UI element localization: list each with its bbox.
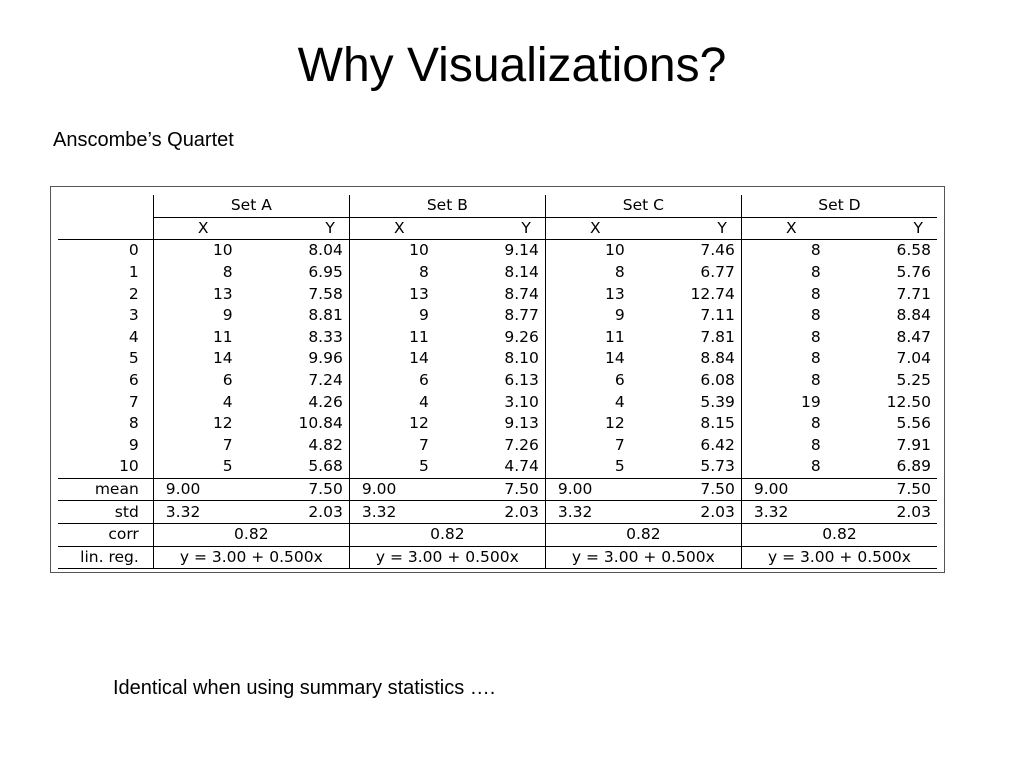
y-value: 7.81 bbox=[631, 327, 742, 349]
mean-y-value: 7.50 bbox=[239, 478, 350, 501]
linreg-label: lin. reg. bbox=[58, 546, 153, 569]
x-value: 10 bbox=[349, 240, 435, 262]
y-value: 6.77 bbox=[631, 262, 742, 284]
x-value: 11 bbox=[605, 327, 625, 346]
mean-x-value: 9.00 bbox=[545, 478, 630, 501]
x-value: 8 bbox=[810, 371, 821, 390]
x-value: 12 bbox=[605, 414, 625, 433]
anscombe-table-image bbox=[50, 186, 945, 573]
y-value: 9.14 bbox=[435, 240, 546, 262]
table-row bbox=[58, 348, 937, 370]
y-value: 4.82 bbox=[239, 435, 350, 457]
y-value: 7.24 bbox=[239, 370, 350, 392]
x-value: 14 bbox=[605, 349, 625, 368]
set-c-header: Set C bbox=[545, 195, 741, 217]
x-value: 13 bbox=[605, 284, 625, 303]
table-row bbox=[58, 327, 937, 349]
x-value: 14 bbox=[409, 349, 429, 368]
mean-y-value: 7.50 bbox=[435, 478, 546, 501]
y-value: 5.76 bbox=[896, 263, 931, 282]
corr-label: corr bbox=[58, 523, 153, 546]
x-header: X bbox=[786, 218, 797, 237]
x-value: 7 bbox=[418, 435, 429, 454]
x-value: 8 bbox=[810, 349, 821, 368]
y-value: 5.39 bbox=[631, 391, 742, 413]
x-value: 9 bbox=[614, 306, 625, 325]
row-index: 10 bbox=[58, 456, 153, 478]
mean-x-value: 9.00 bbox=[349, 478, 435, 501]
std-row bbox=[58, 501, 937, 524]
y-header: Y bbox=[913, 218, 923, 237]
slide-title: Why Visualizations? bbox=[297, 39, 727, 92]
x-value: 6 bbox=[418, 371, 429, 390]
corr-value: 0.82 bbox=[153, 523, 349, 546]
y-header: Y bbox=[239, 217, 350, 240]
std-x-value: 3.32 bbox=[349, 501, 435, 524]
x-value: 9 bbox=[222, 306, 233, 325]
mean-label: mean bbox=[58, 478, 153, 501]
std-y-value: 2.03 bbox=[827, 501, 937, 524]
set-a-header: Set A bbox=[153, 195, 349, 217]
row-index: 7 bbox=[58, 391, 153, 413]
set-header-row bbox=[58, 195, 937, 217]
y-header: Y bbox=[435, 217, 546, 240]
y-value: 10.84 bbox=[239, 413, 350, 435]
y-value: 8.81 bbox=[239, 305, 350, 327]
x-value: 19 bbox=[801, 392, 821, 411]
x-value: 8 bbox=[810, 414, 821, 433]
table-row bbox=[58, 305, 937, 327]
y-value: 8.84 bbox=[631, 348, 742, 370]
x-value: 4 bbox=[418, 392, 429, 411]
linreg-value: y = 3.00 + 0.500x bbox=[349, 546, 545, 569]
linreg-value: y = 3.00 + 0.500x bbox=[741, 546, 937, 569]
mean-x-value: 9.00 bbox=[741, 478, 826, 501]
y-value: 8.33 bbox=[239, 327, 350, 349]
x-value: 5 bbox=[418, 457, 429, 476]
x-value: 11 bbox=[409, 327, 429, 346]
x-value: 8 bbox=[741, 240, 826, 262]
row-index: 6 bbox=[58, 370, 153, 392]
x-header: X bbox=[197, 218, 209, 237]
std-x-value: 3.32 bbox=[545, 501, 630, 524]
row-index: 1 bbox=[58, 262, 153, 284]
y-value: 6.58 bbox=[827, 240, 937, 262]
table-row bbox=[58, 456, 937, 478]
std-x-value: 3.32 bbox=[153, 501, 238, 524]
linreg-value: y = 3.00 + 0.500x bbox=[545, 546, 741, 569]
corr-value: 0.82 bbox=[545, 523, 741, 546]
table-row bbox=[58, 240, 937, 262]
y-value: 9.13 bbox=[435, 413, 546, 435]
table-row bbox=[58, 283, 937, 305]
x-value: 6 bbox=[614, 371, 625, 390]
row-index: 0 bbox=[58, 240, 153, 262]
x-value: 4 bbox=[614, 392, 625, 411]
std-y-value: 2.03 bbox=[239, 501, 350, 524]
x-value: 13 bbox=[212, 284, 233, 303]
y-value: 8.77 bbox=[435, 305, 546, 327]
x-value: 9 bbox=[418, 306, 429, 325]
y-header: Y bbox=[631, 217, 742, 240]
y-value: 7.71 bbox=[896, 284, 931, 303]
linreg-value: y = 3.00 + 0.500x bbox=[153, 546, 349, 569]
y-value: 8.14 bbox=[435, 262, 546, 284]
y-value: 7.11 bbox=[631, 305, 742, 327]
y-value: 8.84 bbox=[896, 306, 931, 325]
table-row bbox=[58, 262, 937, 284]
y-value: 7.26 bbox=[435, 435, 546, 457]
row-index: 8 bbox=[58, 413, 153, 435]
xy-header-row bbox=[58, 217, 937, 240]
std-label: std bbox=[58, 501, 153, 524]
x-value: 5 bbox=[614, 457, 625, 476]
x-value: 4 bbox=[222, 392, 233, 411]
caption-text: Identical when using summary statistics …. bbox=[113, 677, 496, 699]
x-value: 8 bbox=[810, 327, 821, 346]
y-value: 7.58 bbox=[239, 283, 350, 305]
y-value: 9.26 bbox=[435, 327, 546, 349]
y-value: 5.56 bbox=[896, 414, 931, 433]
y-value: 8.15 bbox=[631, 413, 742, 435]
x-header: X bbox=[589, 218, 601, 237]
y-value: 8.47 bbox=[896, 327, 931, 346]
x-value: 8 bbox=[222, 263, 233, 282]
table-row bbox=[58, 413, 937, 435]
x-value: 12 bbox=[212, 414, 233, 433]
row-index: 9 bbox=[58, 435, 153, 457]
corr-row bbox=[58, 523, 937, 546]
y-value: 7.46 bbox=[631, 240, 742, 262]
std-x-value: 3.32 bbox=[741, 501, 826, 524]
y-value: 8.04 bbox=[239, 240, 350, 262]
table-row bbox=[58, 370, 937, 392]
x-value: 8 bbox=[810, 306, 821, 325]
x-value: 6 bbox=[222, 371, 233, 390]
y-value: 6.08 bbox=[631, 370, 742, 392]
row-index: 4 bbox=[58, 327, 153, 349]
table-row bbox=[58, 435, 937, 457]
x-value: 10 bbox=[545, 240, 630, 262]
x-value: 8 bbox=[614, 263, 625, 282]
y-value: 7.91 bbox=[896, 435, 931, 454]
y-value: 8.74 bbox=[435, 283, 546, 305]
y-value: 5.68 bbox=[239, 456, 350, 478]
y-value: 3.10 bbox=[435, 391, 546, 413]
y-value: 12.74 bbox=[631, 283, 742, 305]
x-value: 5 bbox=[222, 457, 233, 476]
slide-subtitle: Anscombe’s Quartet bbox=[53, 129, 234, 151]
y-value: 6.95 bbox=[239, 262, 350, 284]
mean-x-value: 9.00 bbox=[153, 478, 238, 501]
x-value: 14 bbox=[212, 349, 233, 368]
y-value: 6.13 bbox=[435, 370, 546, 392]
row-index: 2 bbox=[58, 283, 153, 305]
x-value: 8 bbox=[810, 284, 821, 303]
std-y-value: 2.03 bbox=[435, 501, 546, 524]
y-value: 5.73 bbox=[631, 456, 742, 478]
x-value: 7 bbox=[614, 435, 625, 454]
x-value: 11 bbox=[212, 327, 233, 346]
y-value: 6.42 bbox=[631, 435, 742, 457]
set-d-header: Set D bbox=[741, 195, 937, 217]
y-value: 5.25 bbox=[896, 371, 931, 390]
mean-y-value: 7.50 bbox=[631, 478, 742, 501]
x-value: 10 bbox=[153, 240, 238, 262]
row-index: 5 bbox=[58, 348, 153, 370]
y-value: 4.26 bbox=[239, 391, 350, 413]
x-value: 13 bbox=[409, 284, 429, 303]
y-value: 8.10 bbox=[435, 348, 546, 370]
x-value: 8 bbox=[810, 457, 821, 476]
x-value: 12 bbox=[409, 414, 429, 433]
row-index: 3 bbox=[58, 305, 153, 327]
corr-value: 0.82 bbox=[741, 523, 937, 546]
x-value: 7 bbox=[222, 435, 233, 454]
table-row bbox=[58, 391, 937, 413]
x-value: 8 bbox=[418, 263, 429, 282]
set-b-header: Set B bbox=[349, 195, 545, 217]
anscombe-quartet-table bbox=[58, 195, 937, 569]
corr-value: 0.82 bbox=[349, 523, 545, 546]
y-value: 12.50 bbox=[886, 392, 931, 411]
y-value: 4.74 bbox=[435, 456, 546, 478]
y-value: 9.96 bbox=[239, 348, 350, 370]
x-header: X bbox=[394, 218, 405, 237]
mean-row bbox=[58, 478, 937, 501]
x-value: 8 bbox=[810, 263, 821, 282]
std-y-value: 2.03 bbox=[631, 501, 742, 524]
x-value: 8 bbox=[810, 435, 821, 454]
mean-y-value: 7.50 bbox=[827, 478, 937, 501]
y-value: 6.89 bbox=[896, 457, 931, 476]
linreg-row bbox=[58, 546, 937, 569]
y-value: 7.04 bbox=[896, 349, 931, 368]
